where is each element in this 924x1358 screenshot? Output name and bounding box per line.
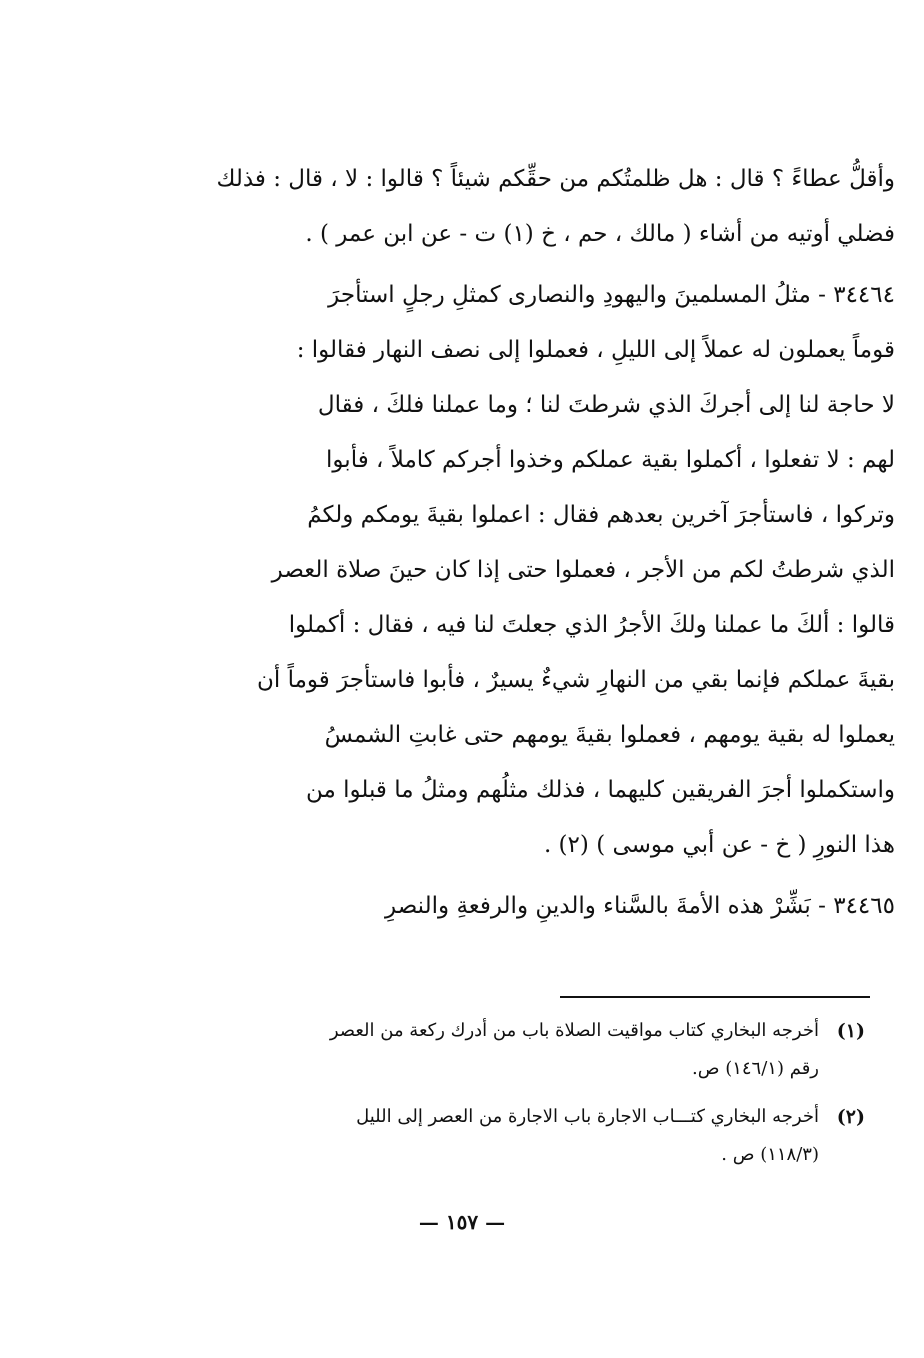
text-line: بقيةَ عملكم فإنما بقي من النهارِ شيءٌ يسيرٌ ، فأبوا فاستأجرَ قوماً أن bbox=[256, 667, 895, 693]
footnotes bbox=[165, 1012, 865, 1184]
text-line: وأقلُّ عطاءً ؟ قال : هل ظلمتُكم من حقِّكم شيئاً ؟ قالوا : لا ، قال : فذلك bbox=[216, 166, 895, 192]
footnote-divider bbox=[560, 996, 870, 998]
text-line: هذا النورِ ( خ - عن أبي موسى ) (٢) . bbox=[543, 832, 895, 858]
text-line: واستكملوا أجرَ الفريقين كليهما ، فذلك مثلُهم ومثلُ ما قبلوا من bbox=[305, 777, 895, 803]
footnote-text bbox=[165, 1012, 819, 1088]
hadith-34465-start: ٣٤٤٦٥ - بَشِّرْ هذه الأمةَ بالسَّناء والدينِ والرفعةِ والنصرِ bbox=[385, 893, 895, 919]
footnote-2 bbox=[165, 1098, 865, 1174]
text-line: فضلي أوتيه من أشاء ( مالك ، حم ، خ (١) ت - عن ابن عمر ) . bbox=[305, 221, 895, 247]
text-line: يعملوا له بقية يومهم ، فعملوا بقيةَ يومهم حتى غابتِ الشمسُ bbox=[324, 722, 895, 748]
text-line: قوماً يعملون له عملاً إلى الليلِ ، فعملوا إلى نصف النهار فقالوا : bbox=[296, 337, 895, 363]
footnote-line: (١١٨/٣) ص . bbox=[721, 1144, 819, 1165]
text-line: وتركوا ، فاستأجرَ آخرين بعدهم فقال : اعملوا بقيةَ يومكم ولكمُ bbox=[307, 502, 895, 528]
footnote-text bbox=[165, 1098, 819, 1174]
footnote-1 bbox=[165, 1012, 865, 1088]
footnote-line: أخرجه البخاري كتـــاب الاجارة باب الاجارة من العصر إلى الليل bbox=[356, 1106, 819, 1127]
text-line: قالوا : ألكَ ما عملنا ولكَ الأجرُ الذي جعلتَ لنا فيه ، فقال : أكملوا bbox=[288, 612, 895, 638]
footnote-number: (٢) bbox=[836, 1106, 865, 1128]
page-number: — ١٥٧ — bbox=[418, 1210, 506, 1234]
main-text bbox=[160, 152, 895, 934]
footnote-number: (١) bbox=[836, 1020, 865, 1042]
text-line: الذي شرطتُ لكم من الأجر ، فعملوا حتى إذا كان حينَ صلاة العصر bbox=[271, 557, 895, 583]
text-line: لا حاجة لنا إلى أجركَ الذي شرطتَ لنا ؛ وما عملنا فلكَ ، فقال bbox=[317, 392, 895, 418]
hadith-34464-start: ٣٤٤٦٤ - مثلُ المسلمينَ واليهودِ والنصارى كمثلِ رجلٍ استأجرَ bbox=[328, 282, 895, 308]
text-line: لهم : لا تفعلوا ، أكملوا بقية عملكم وخذوا أجركم كاملاً ، فأبوا bbox=[326, 447, 895, 473]
footnote-line: أخرجه البخاري كتاب مواقيت الصلاة باب من أدرك ركعة من العصر bbox=[329, 1020, 819, 1041]
footnote-line: رقم (١٤٦/١) ص. bbox=[691, 1058, 819, 1079]
